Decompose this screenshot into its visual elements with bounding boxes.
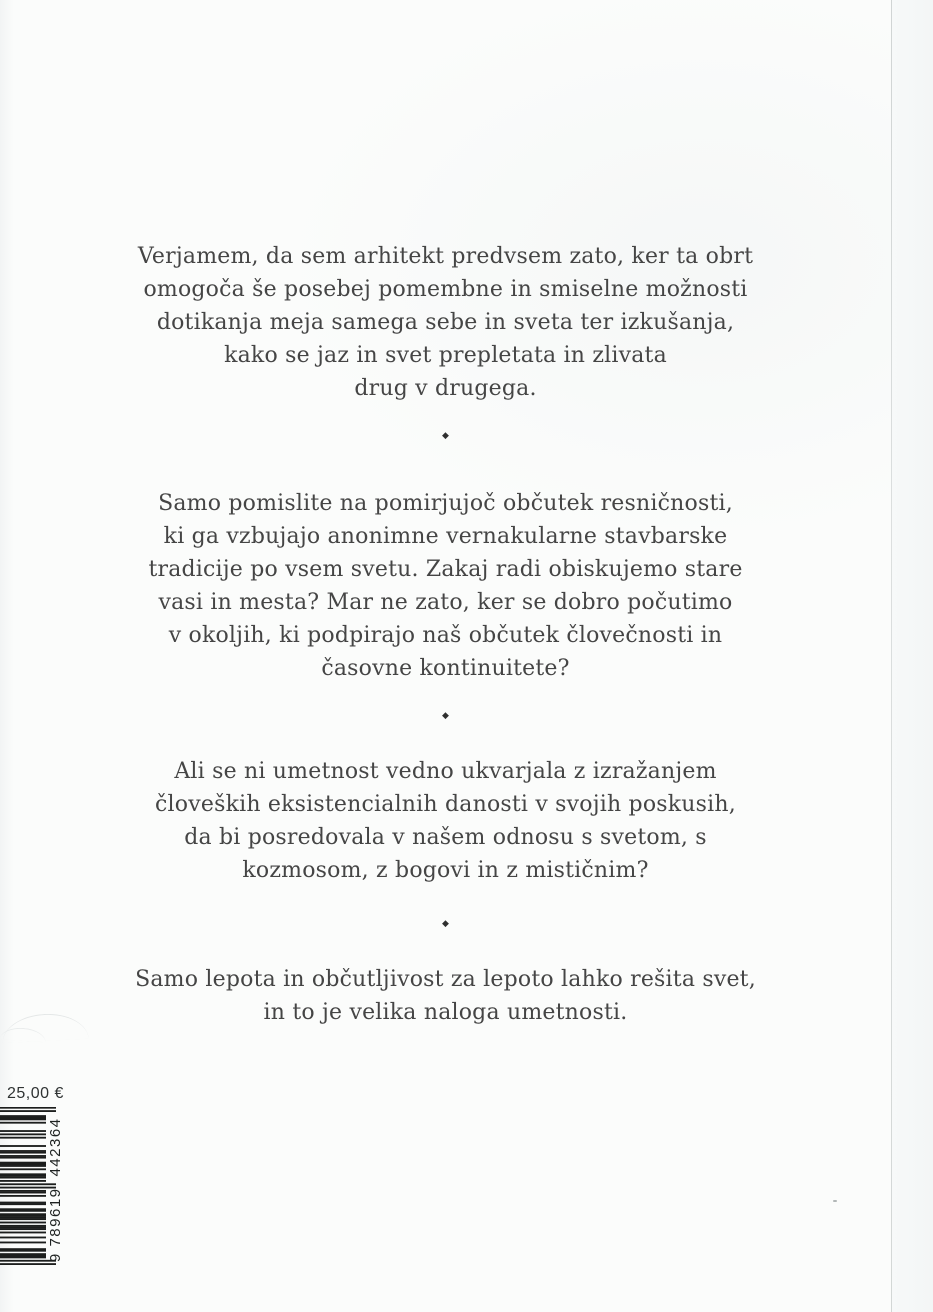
- diamond-separator-icon: ◆: [442, 919, 449, 929]
- quote-line: kozmosom, z bogovi in z mističnim?: [242, 858, 649, 883]
- barcode-digit-group: 9: [47, 1253, 64, 1263]
- quote-block-4: [0, 963, 891, 1029]
- quote-line: omogoča še posebej pomembne in smiselne možnosti: [143, 277, 748, 302]
- scan-edge-strip: [892, 0, 933, 1312]
- barcode-digit-group: 442364: [47, 1117, 64, 1177]
- page-edge-line: [891, 0, 892, 1312]
- quote-line: Samo pomislite na pomirjujoč občutek resničnosti,: [158, 491, 733, 516]
- quote-line: in to je velika naloga umetnosti.: [263, 1000, 628, 1025]
- quote-line: človeških eksistencialnih danosti v svojih poskusih,: [155, 792, 736, 817]
- quote-line: dotikanja meja samega sebe in sveta ter izkušanja,: [156, 310, 735, 335]
- isbn-barcode: [0, 1107, 66, 1265]
- quote-line: ki ga vzbujajo anonimne vernakularne stavbarske: [163, 524, 728, 549]
- quote-block-2: [0, 487, 891, 685]
- quote-line: Ali se ni umetnost vedno ukvarjala z izražanjem: [174, 759, 717, 784]
- quote-line: časovne kontinuitete?: [321, 656, 570, 681]
- quote-line: kako se jaz in svet prepletata in zlivata: [224, 343, 667, 368]
- quote-line: Samo lepota in občutljivost za lepoto lahko rešita svet,: [135, 967, 756, 992]
- quote-block-1: [0, 240, 891, 405]
- diamond-separator-icon: ◆: [442, 711, 449, 721]
- quote-line: tradicije po vsem svetu. Zakaj radi obiskujemo stare: [148, 557, 743, 582]
- quote-line: drug v drugega.: [354, 376, 537, 401]
- quote-line: vasi in mesta? Mar ne zato, ker se dobro počutimo: [158, 590, 733, 615]
- barcode-digit-group: 789619: [47, 1187, 64, 1247]
- quote-block-3: [0, 755, 891, 887]
- quote-line: Verjamem, da sem arhitekt predvsem zato, ker ta obrt: [137, 244, 754, 269]
- quote-line: da bi posredovala v našem odnosu s svetom, s: [184, 825, 707, 850]
- price-label: 25,00 €: [7, 1085, 64, 1102]
- scan-speck: [833, 1200, 837, 1202]
- diamond-separator-icon: ◆: [442, 431, 449, 441]
- quote-line: v okoljih, ki podpirajo naš občutek človečnosti in: [168, 623, 723, 648]
